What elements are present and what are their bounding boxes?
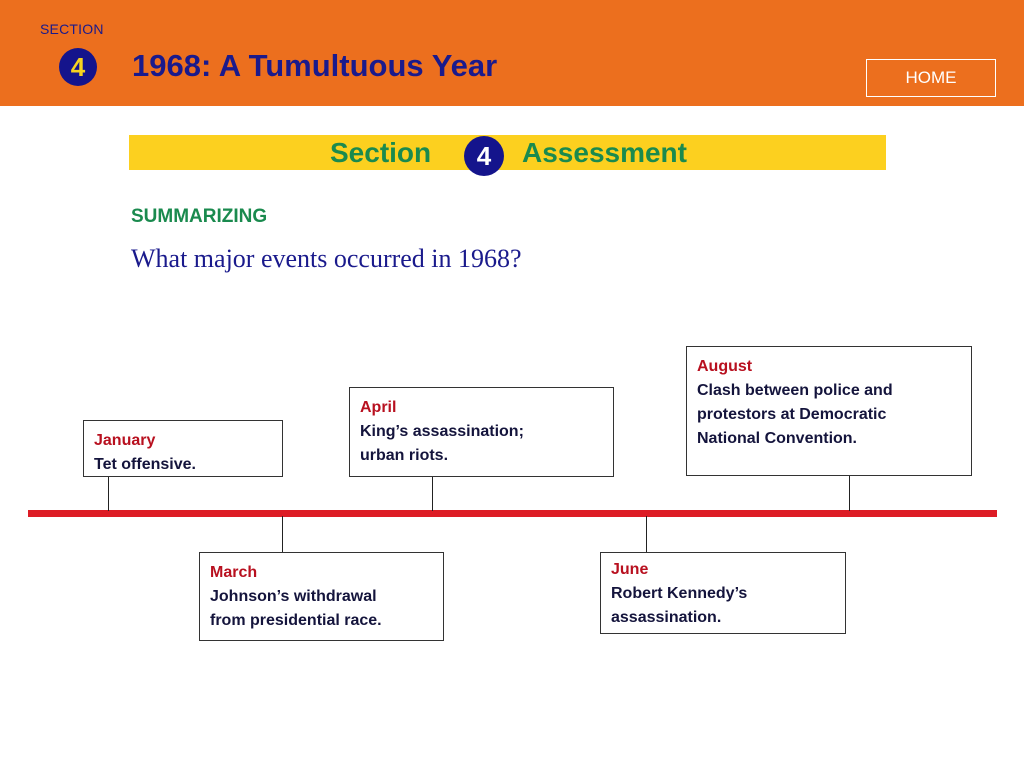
event-month: January xyxy=(94,432,156,449)
event-box-june xyxy=(600,552,846,634)
assessment-title-word: Assessment xyxy=(522,137,687,168)
connector-june xyxy=(646,516,647,552)
page-title: 1968: A Tumultuous Year xyxy=(132,48,498,83)
event-box-march xyxy=(199,552,444,641)
event-description: Tet offensive. xyxy=(94,456,196,473)
section-label: SECTION xyxy=(40,21,104,37)
assessment-number-badge: 4 xyxy=(464,136,504,176)
home-button[interactable]: HOME xyxy=(866,59,996,97)
connector-april xyxy=(432,477,433,511)
event-box-january xyxy=(83,420,283,477)
event-month: June xyxy=(611,561,649,578)
connector-january xyxy=(108,477,109,511)
section-number-badge: 4 xyxy=(59,48,97,86)
event-description: King’s assassination; urban riots. xyxy=(360,423,524,464)
timeline-line xyxy=(28,510,997,517)
assessment-section-word: Section xyxy=(330,137,432,168)
connector-august xyxy=(849,476,850,511)
summarizing-heading: SUMMARIZING xyxy=(131,206,268,227)
event-description: Robert Kennedy’s assassination. xyxy=(611,585,748,626)
question-text: What major events occurred in 1968? xyxy=(131,244,522,273)
connector-march xyxy=(282,516,283,552)
event-month: August xyxy=(697,358,753,375)
assessment-banner xyxy=(129,135,886,170)
event-box-august xyxy=(686,346,972,476)
event-description: Clash between police and protestors at Democratic National Convention. xyxy=(697,382,893,447)
event-month: March xyxy=(210,564,258,581)
event-month: April xyxy=(360,399,397,416)
event-box-april xyxy=(349,387,614,477)
header-bar xyxy=(0,0,1024,106)
event-description: Johnson’s withdrawal from presidential race. xyxy=(210,588,382,629)
